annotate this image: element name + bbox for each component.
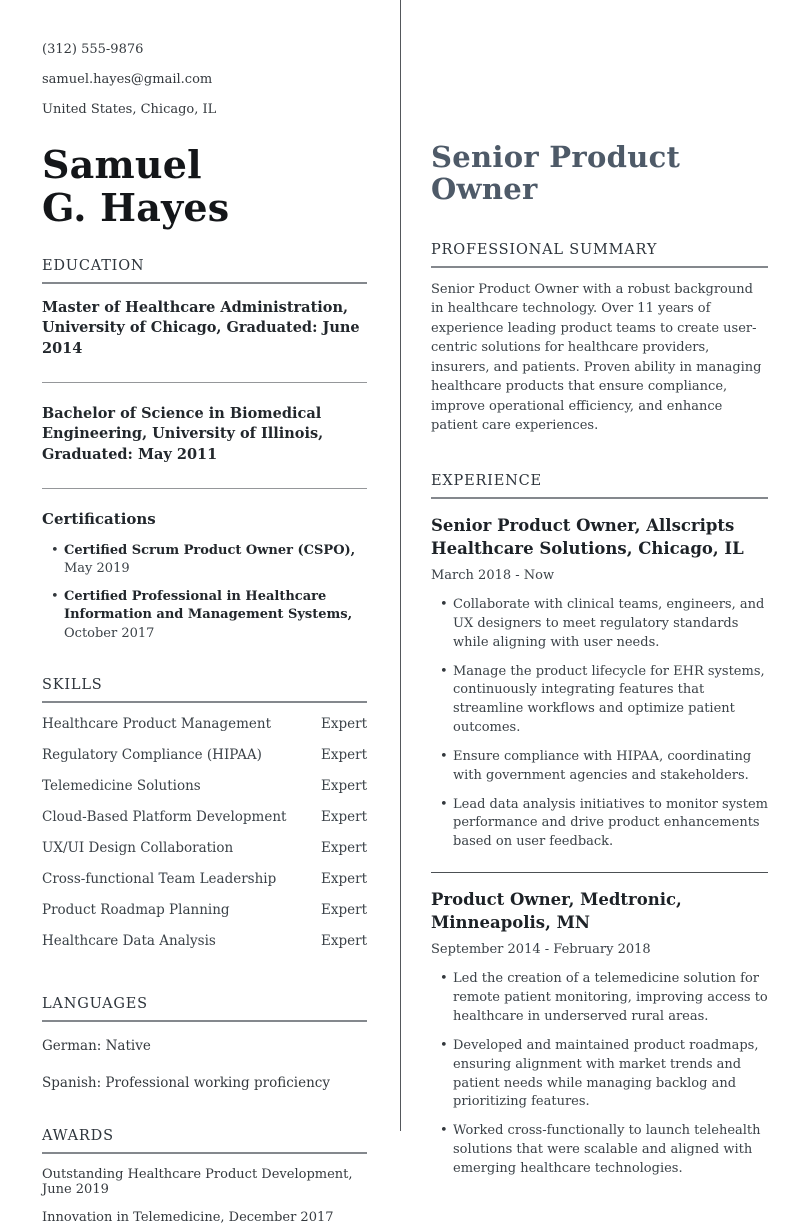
job-bullet: • Collaborate with clinical teams, engineers, and UX designers to meet regulatory standards while aligning with user needs. bbox=[453, 596, 768, 653]
languages-header: LANGUAGES bbox=[42, 996, 367, 1022]
candidate-name-line1: Samuel bbox=[42, 142, 202, 187]
skill-name: Healthcare Data Analysis bbox=[42, 932, 216, 949]
skill-row bbox=[42, 863, 367, 894]
job-bullet-list bbox=[431, 596, 768, 852]
education-header: EDUCATION bbox=[42, 258, 367, 284]
skill-level: Expert bbox=[321, 746, 367, 763]
divider-line bbox=[42, 488, 367, 489]
language-item: German: Native bbox=[42, 1038, 151, 1055]
summary-text: Senior Product Owner with a robust background in healthcare technology. Over 11 years of experience leading product teams to create user-centric solutions for healthcare providers, insurers, and patients. Proven ability in managing healthcare products that ensure compliance, improve operational efficiency, and enhance patient care experiences. bbox=[431, 281, 762, 434]
awards-header: AWARDS bbox=[42, 1128, 367, 1154]
certifications-header: Certifications bbox=[42, 509, 156, 528]
right-column bbox=[401, 0, 800, 1176]
skill-name: Product Roadmap Planning bbox=[42, 901, 230, 918]
job-bullet: • Led the creation of a telemedicine solution for remote patient monitoring, improving access to healthcare in underserved rural areas. bbox=[453, 970, 768, 1027]
candidate-name bbox=[42, 144, 367, 229]
job-dates: September 2014 - February 2018 bbox=[431, 942, 651, 958]
job-title: Senior Product Owner, Allscripts Healthcare Solutions, Chicago, IL bbox=[431, 515, 744, 558]
skill-row bbox=[42, 925, 367, 956]
language-item: Spanish: Professional working proficiency bbox=[42, 1075, 330, 1092]
job-bullet: • Worked cross-functionally to launch telehealth solutions that were scalable and aligned with emerging healthcare technologies. bbox=[453, 1122, 768, 1179]
job-entry bbox=[431, 888, 768, 1179]
skill-name: Telemedicine Solutions bbox=[42, 777, 201, 794]
skill-level: Expert bbox=[321, 932, 367, 949]
contact-phone: (312) 555-9876 bbox=[42, 42, 144, 57]
page-title: Senior Product Owner bbox=[431, 140, 681, 206]
experience-header: EXPERIENCE bbox=[431, 473, 768, 499]
candidate-name-line2: G. Hayes bbox=[42, 184, 230, 230]
skill-level: Expert bbox=[321, 839, 367, 856]
skill-row bbox=[42, 832, 367, 863]
award-item: Outstanding Healthcare Product Development, June 2019 bbox=[42, 1167, 353, 1198]
skills-table bbox=[42, 708, 367, 956]
skill-name: Regulatory Compliance (HIPAA) bbox=[42, 746, 262, 763]
skill-row bbox=[42, 894, 367, 925]
certifications-list bbox=[42, 542, 367, 643]
divider-line bbox=[42, 382, 367, 383]
job-bullet: • Developed and maintained product roadmaps, ensuring alignment with market trends and patient needs while managing backlog and prioritizing features. bbox=[453, 1037, 768, 1112]
certification-title: Certified Scrum Product Owner (CSPO), bbox=[64, 542, 356, 558]
skill-row bbox=[42, 739, 367, 770]
job-bullet-list bbox=[431, 970, 768, 1178]
job-title: Product Owner, Medtronic, Minneapolis, MN bbox=[431, 890, 682, 933]
job-dates: March 2018 - Now bbox=[431, 567, 555, 583]
job-bullet: • Manage the product lifecycle for EHR systems, continuously integrating features that streamline workflows and optimize patient outcomes. bbox=[453, 663, 768, 738]
skill-name: Cross-functional Team Leadership bbox=[42, 870, 277, 887]
skill-name: Cloud-Based Platform Development bbox=[42, 808, 287, 825]
skill-row bbox=[42, 770, 367, 801]
certification-title: Certified Professional in Healthcare Information and Management Systems, bbox=[64, 588, 353, 623]
job-entry bbox=[431, 514, 768, 852]
education-item: Master of Healthcare Administration, University of Chicago, Graduated: June 2014 bbox=[42, 299, 360, 357]
certification-item bbox=[64, 588, 367, 643]
skill-level: Expert bbox=[321, 777, 367, 794]
skill-name: Healthcare Product Management bbox=[42, 715, 272, 732]
skill-level: Expert bbox=[321, 901, 367, 918]
skill-level: Expert bbox=[321, 715, 367, 732]
skill-level: Expert bbox=[321, 808, 367, 825]
contact-location: United States, Chicago, IL bbox=[42, 102, 217, 117]
certification-date: May 2019 bbox=[64, 561, 130, 577]
summary-header: PROFESSIONAL SUMMARY bbox=[431, 242, 768, 268]
skill-row bbox=[42, 708, 367, 739]
certification-date: October 2017 bbox=[64, 625, 155, 641]
job-bullet: • Lead data analysis initiatives to monitor system performance and drive product enhancements based on user feedback. bbox=[453, 796, 768, 853]
certification-item bbox=[64, 542, 367, 579]
skill-level: Expert bbox=[321, 870, 367, 887]
contact-email: samuel.hayes@gmail.com bbox=[42, 72, 213, 87]
job-bullet: • Ensure compliance with HIPAA, coordinating with government agencies and stakeholders. bbox=[453, 748, 768, 786]
divider-line bbox=[431, 872, 768, 873]
education-item: Bachelor of Science in Biomedical Engineering, University of Illinois, Graduated: May 2011 bbox=[42, 404, 324, 463]
skills-header: SKILLS bbox=[42, 677, 367, 703]
skill-name: UX/UI Design Collaboration bbox=[42, 839, 234, 856]
award-item: Innovation in Telemedicine, December 2017 bbox=[42, 1210, 334, 1225]
skill-row bbox=[42, 801, 367, 832]
